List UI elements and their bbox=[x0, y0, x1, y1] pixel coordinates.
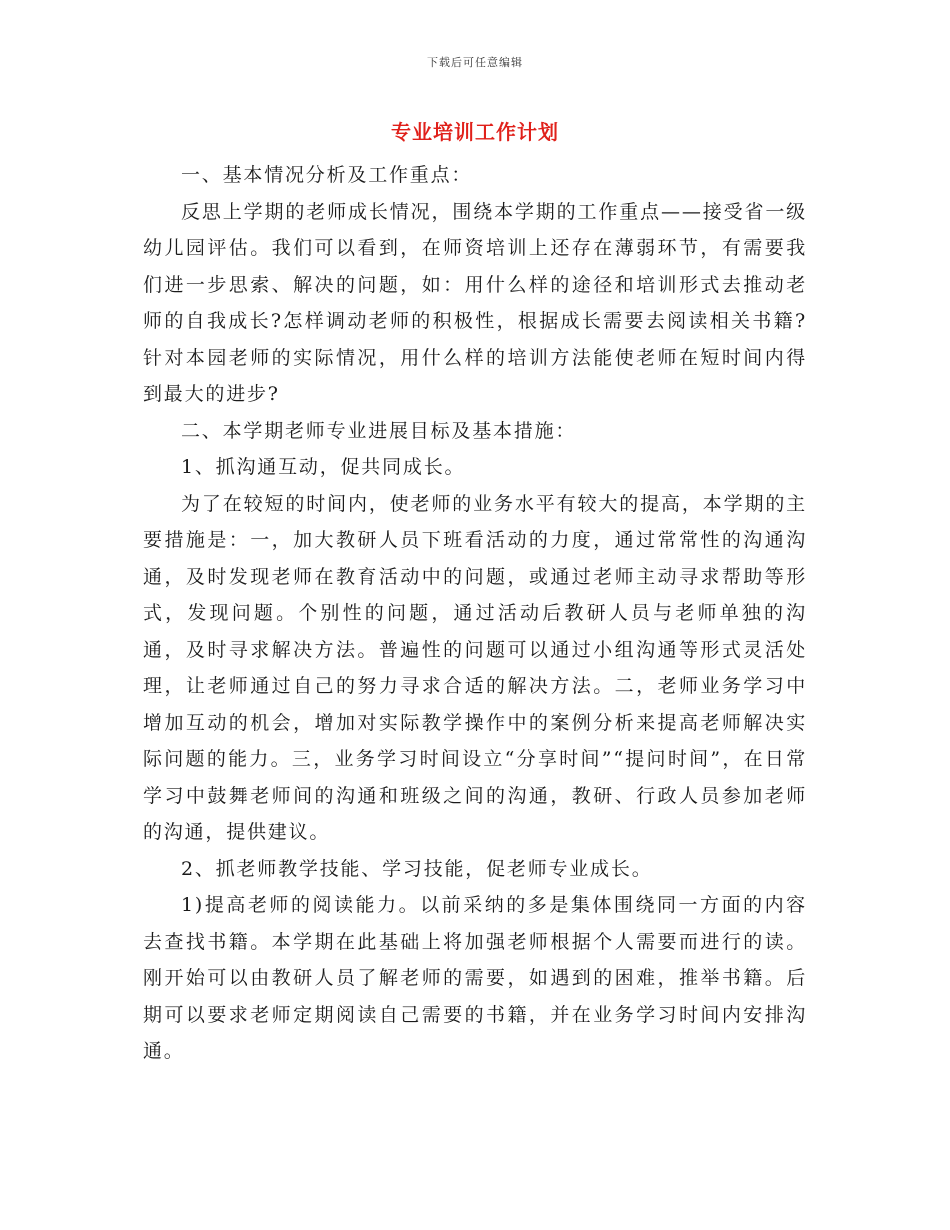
paragraph-reading: 1)提高老师的阅读能力。以前采纳的多是集体围绕同一方面的内容去查找书籍。本学期在此基础上将加强老师根据个人需要而进行的读。刚开始可以由教研人员了解老师的需要，如遇到的困难，推举书籍。后期可以要求老师定期阅读自己需要的书籍，并在业务学习时间内安排沟通。 bbox=[143, 894, 807, 1062]
section-heading-1: 一、基本情况分析及工作重点： bbox=[181, 164, 473, 186]
document-title: 专业培训工作计划 bbox=[391, 120, 559, 144]
paragraph-reflection: 反思上学期的老师成长情况，围绕本学期的工作重点——接受省一级幼儿园评估。我们可以看到，在师资培训上还存在薄弱环节，有需要我们进一步思索、解决的问题，如：用什么样的途径和培训形式去推动老师的自我成长?怎样调动老师的积极性，根据成长需要去阅读相关书籍?针对本园老师的实际情况，用什么样的培训方法能使老师在短时间内得到最大的进步? bbox=[143, 200, 807, 405]
subheading-skills: 2、抓老师教学技能、学习技能，促老师专业成长。 bbox=[181, 857, 653, 880]
subheading-communication: 1、抓沟通互动，促共同成长。 bbox=[181, 456, 466, 478]
paragraph-measures: 为了在较短的时间内，使老师的业务水平有较大的提高，本学期的主要措施是：一，加大教研人员下班看活动的力度，通过常常性的沟通沟通，及时发现老师在教育活动中的问题，或通过老师主动寻求帮助等形式，发现问题。个别性的问题，通过活动后教研人员与老师单独的沟通，及时寻求解决方法。普遍性的问题可以通过小组沟通等形式灵活处理，让老师通过自己的努力寻求合适的解决方法。二，老师业务学习中增加互动的机会，增加对实际教学操作中的案例分析来提高老师解决实际问题的能力。三，业务学习时间设立“分享时间”“提问时间”，在日常学习中鼓舞老师间的沟通和班级之间的沟通，教研、行政人员参加老师的沟通，提供建议。 bbox=[143, 492, 807, 843]
document-body bbox=[143, 157, 807, 1070]
page-header: 下载后可任意编辑 bbox=[427, 56, 523, 69]
section-heading-2: 二、本学期老师专业进展目标及基本措施： bbox=[181, 419, 577, 442]
